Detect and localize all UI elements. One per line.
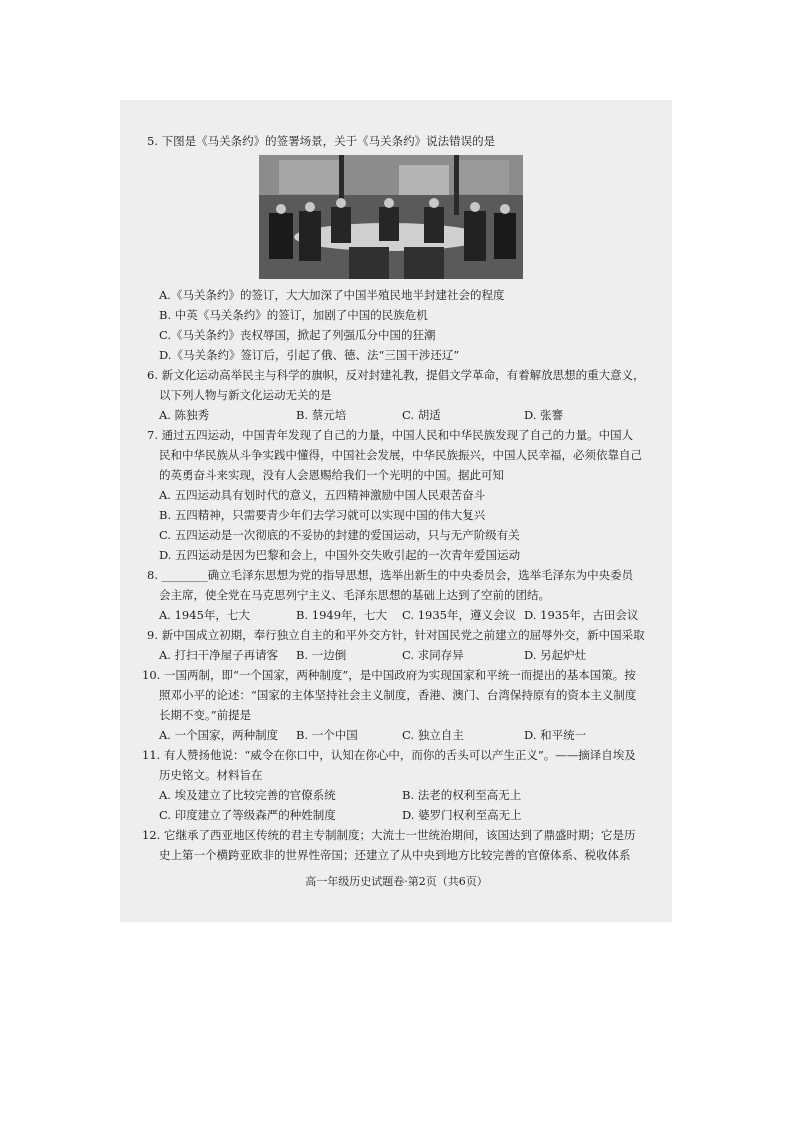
question-12-stem-line-1: 12. 它继承了西亚地区传统的君主专制制度；大流士一世统治期间，该国达到了鼎盛时期；它是历	[142, 828, 636, 842]
question-6-stem-line-1: 6. 新文化运动高举民主与科学的旗帜，反对封建礼教，提倡文学革命，有着解放思想的重大意义，	[147, 368, 645, 382]
question-8-option-a: A. 1945年，七大	[159, 608, 250, 622]
page-footer: 高一年级历史试题卷·第2页（共6页）	[305, 875, 488, 888]
question-6-option-c: C. 胡适	[402, 408, 441, 422]
question-9-option-d: D. 另起炉灶	[524, 648, 587, 662]
question-10-stem-line-1: 10. 一国两制，即“一个国家，两种制度”，是中国政府为实现国家和平统一而提出的基本国策。按	[142, 668, 636, 682]
question-10-stem-line-2: 照邓小平的论述：“国家的主体坚持社会主义制度，香港、澳门、台湾保持原有的资本主义制度	[159, 688, 637, 702]
question-12-stem-line-2: 史上第一个横跨亚欧非的世界性帝国；还建立了从中央到地方比较完善的官僚体系、税收体系	[159, 848, 631, 862]
question-6-stem-line-2: 以下列人物与新文化运动无关的是	[159, 388, 332, 402]
question-10-option-b: B. 一个中国	[296, 728, 358, 742]
question-9-option-a: A. 打扫干净屋子再请客	[159, 648, 279, 662]
question-6-option-a: A. 陈独秀	[159, 408, 210, 422]
question-6-option-b: B. 蔡元培	[296, 408, 347, 422]
question-8-stem-line-2: 会主席，使全党在马克思列宁主义、毛泽东思想的基础上达到了空前的团结。	[159, 588, 550, 602]
question-11-option-b: B. 法老的权利至高无上	[402, 788, 522, 802]
question-11-option-c: C. 印度建立了等级森严的种姓制度	[159, 808, 336, 822]
question-11-stem-line-2: 历史铭文。材料旨在	[159, 768, 263, 782]
question-9-option-b: B. 一边倒	[296, 648, 347, 662]
question-11-option-a: A. 埃及建立了比较完善的官僚系统	[159, 788, 336, 802]
question-5-stem: 5. 下图是《马关条约》的签署场景，关于《马关条约》说法错误的是	[147, 134, 496, 148]
question-9-option-c: C. 求同存异	[402, 648, 464, 662]
question-8-option-c: C. 1935年，遵义会议	[402, 608, 516, 622]
question-10-stem-line-3: 长期不变。”前提是	[159, 708, 252, 722]
question-9-stem: 9. 新中国成立初期，奉行独立自主的和平外交方针，针对国民党之前建立的屈辱外交，新中国采取	[147, 628, 645, 642]
question-10-option-a: A. 一个国家，两种制度	[159, 728, 279, 742]
question-11-stem-line-1: 11. 有人赞扬他说：“威令在你口中，认知在你心中，而你的舌头可以产生正义”。——摘译自埃及	[142, 748, 636, 762]
question-5-option-d: D.《马关条约》签订后，引起了俄、德、法“三国干涉还辽”	[159, 348, 460, 362]
photo-illustration	[259, 155, 523, 279]
question-11-option-d: D. 婆罗门权利至高无上	[402, 808, 522, 822]
question-7-option-a: A. 五四运动具有划时代的意义，五四精神激励中国人民艰苦奋斗	[159, 488, 486, 502]
treaty-signing-photo	[259, 155, 523, 279]
question-5-option-a: A.《马关条约》的签订，大大加深了中国半殖民地半封建社会的程度	[159, 288, 505, 302]
question-8-option-d: D. 1935年，古田会议	[524, 608, 639, 622]
question-7-option-c: C. 五四运动是一次彻底的不妥协的封建的爱国运动，只与无产阶级有关	[159, 528, 520, 542]
question-7-option-b: B. 五四精神，只需要青少年们去学习就可以实现中国的伟大复兴	[159, 508, 486, 522]
question-8-stem-line-1: 8. ________确立毛泽东思想为党的指导思想，选举出新生的中央委员会，选举毛泽东为中央委员	[147, 568, 634, 582]
question-10-option-d: D. 和平统一	[524, 728, 587, 742]
question-5-option-c: C.《马关条约》丧权辱国，掀起了列强瓜分中国的狂潮	[159, 328, 436, 342]
question-7-stem-line-2: 民和中华民族从斗争实践中懂得，中国社会发展，中华民族振兴，中国人民幸福，必须依靠自己	[159, 448, 642, 462]
question-7-option-d: D. 五四运动是因为巴黎和会上，中国外交失败引起的一次青年爱国运动	[159, 548, 521, 562]
question-7-stem-line-1: 7. 通过五四运动，中国青年发现了自己的力量，中国人民和中华民族发现了自己的力量。中国人	[147, 428, 634, 442]
question-7-stem-line-3: 的英勇奋斗来实现，没有人会恩赐给我们一个光明的中国。据此可知	[159, 468, 504, 482]
question-5-option-b: B. 中英《马关条约》的签订，加剧了中国的民族危机	[159, 308, 428, 322]
question-8-option-b: B. 1949年，七大	[296, 608, 388, 622]
question-10-option-c: C. 独立自主	[402, 728, 464, 742]
question-6-option-d: D. 张謇	[524, 408, 564, 422]
